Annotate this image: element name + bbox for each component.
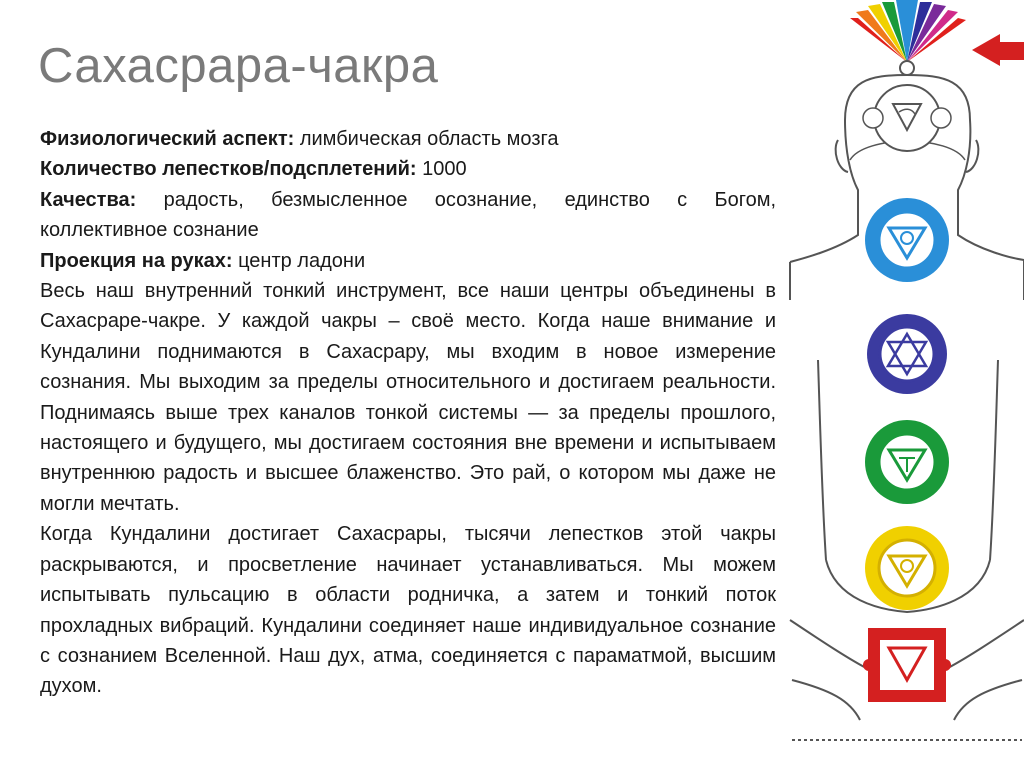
fact-qualities-label: Качества:	[40, 188, 137, 211]
sahasrara-crown-icon	[850, 0, 966, 75]
fact-hands-value: центр ладони	[232, 249, 366, 272]
nabhi-chakra-icon	[865, 526, 949, 610]
slide-content	[40, 124, 776, 702]
fact-physiological-value: лимбическая область мозга	[294, 128, 559, 150]
agnya-chakra-icon	[863, 85, 951, 151]
anahata-chakra-icon	[865, 420, 949, 504]
body-paragraph-2: Когда Кундалини достигает Сахасрары, тысячи лепестков этой чакры раскрываются, и просветление начинает устанавливаться. Мы можем испытывать пульсацию в области родничка, а затем и тонкий поток прохладных вибраций. Кундалини соединяет наше индивидуальное сознание с сознанием Вселенной. Наш дух, атма, соединяется с параматмой, высшим духом.	[40, 523, 776, 698]
mooladhara-chakra-icon	[863, 628, 951, 702]
pointer-arrow-icon	[972, 34, 1024, 66]
chakra-body-diagram-icon	[788, 0, 1024, 768]
fact-hands-label: Проекция на руках:	[40, 249, 233, 272]
fact-petals	[40, 154, 776, 184]
vishuddhi-chakra-icon	[865, 198, 949, 282]
fact-petals-label: Количество лепестков/подсплетений:	[40, 158, 417, 181]
fact-petals-value: 1000	[416, 158, 467, 181]
void-chakra-icon	[867, 314, 947, 394]
fact-qualities-value: радость, безмысленное осознание, единство с Богом, коллективное сознание	[40, 188, 776, 242]
slide-title: Сахасрара-чакра	[38, 39, 439, 93]
body-paragraph-1: Весь наш внутренний тонкий инструмент, все наши центры объединены в Сахасраре-чакре. У каждой чакры – своё место. Когда наше внимание и Кундалини поднимаются в Сахасрару, мы входим в новое измерение сознания. Мы выходим за пределы относительного и достигаем реальности. Поднимаясь выше трех каналов тонкой системы — за пределы прошлого, настоящего и будущего, мы достигаем состояния вне времени и испытываем внутреннюю радость и высшее блаженство. Это рай, о котором мы даже не могли мечтать.	[40, 280, 776, 515]
fact-qualities	[40, 185, 776, 246]
fact-hands	[40, 246, 776, 276]
fact-physiological	[40, 124, 776, 154]
fact-physiological-label: Физиологический аспект:	[40, 128, 295, 150]
